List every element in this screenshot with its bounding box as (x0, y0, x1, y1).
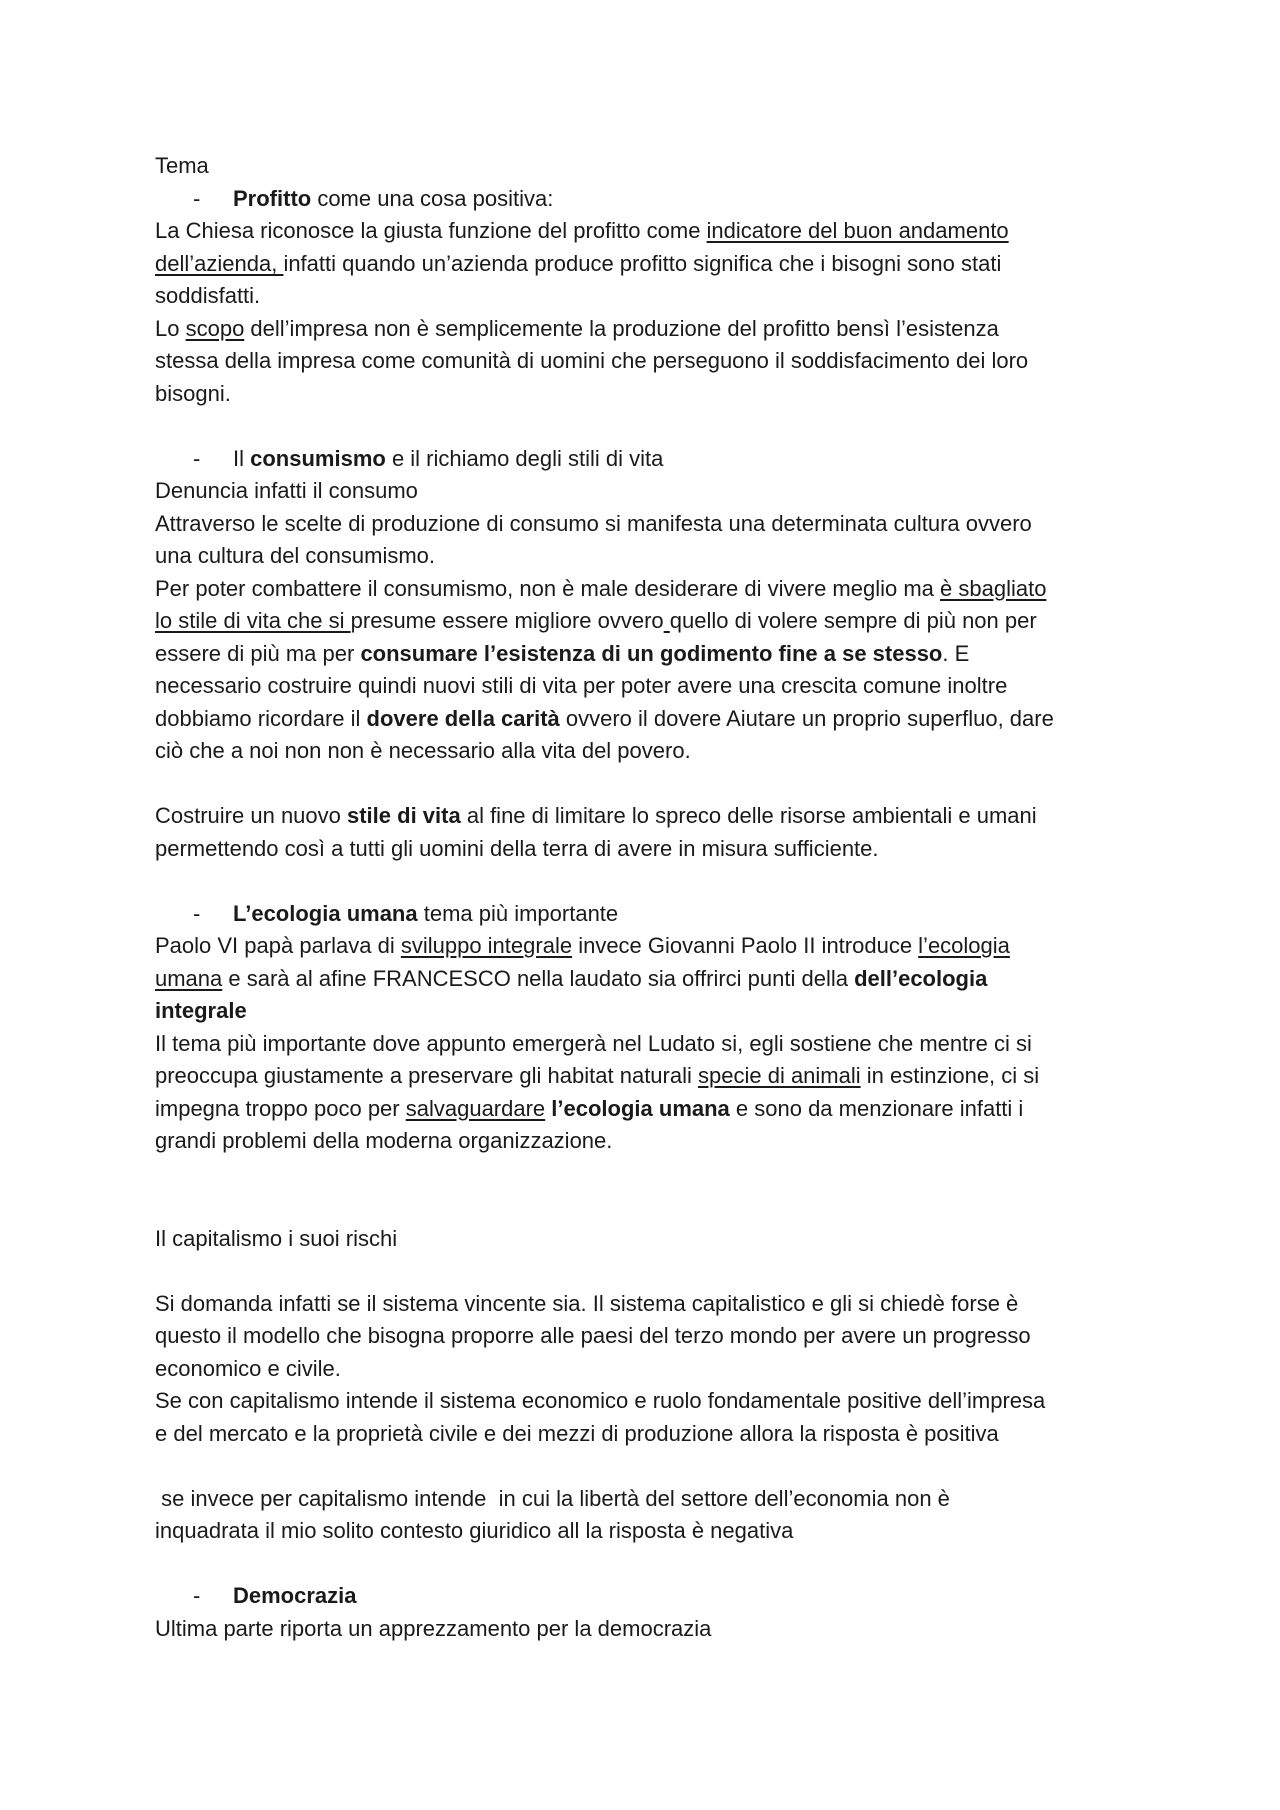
text-line: stessa della impresa come comunità di uomini che perseguono il soddisfacimento dei loro (155, 348, 1029, 373)
bold-term: consumare l’esistenza di un godimento fine a se stesso (360, 640, 943, 666)
text-line: Il tema più importante dove appunto emergerà nel Ludato si, egli sostiene che mentre ci si (155, 1030, 1032, 1056)
bold-term: L’ecologia umana (233, 900, 418, 926)
text-line: essere di più ma per consumare l’esistenza di un godimento fine a se stesso. E (155, 640, 970, 666)
bullet-dash: - (193, 185, 201, 211)
document-page (155, 150, 1145, 1645)
text-line: Paolo VI papà parlava di sviluppo integrale invece Giovanni Paolo II introduce l’ecologia (155, 933, 1010, 958)
section-title-capitalismo: Il capitalismo i suoi rischi (155, 1225, 398, 1251)
text-line: Ultima parte riporta un apprezzamento per la democrazia (155, 1615, 712, 1641)
bold-term: stile di vita (347, 803, 461, 828)
text-line: grandi problemi della moderna organizzazione. (155, 1128, 613, 1153)
bullet-dash: - (193, 445, 201, 471)
underlined-phrase: lo stile di vita che si (155, 608, 351, 633)
bold-term: dovere della carità (366, 705, 560, 731)
section-heading-ecologia: - L’ecologia umana tema più importante (155, 898, 1145, 931)
text-line: economico e civile. (155, 1355, 341, 1381)
text-line: e del mercato e la proprietà civile e dei mezzi di produzione allora la risposta è positiva (155, 1420, 999, 1446)
bold-term: Profitto (233, 185, 312, 211)
text-line: dell’azienda, infatti quando un’azienda produce profitto significa che i bisogni sono stati (155, 250, 1002, 276)
underlined-phrase: sviluppo integrale (400, 933, 573, 958)
underlined-phrase: specie di animali (698, 1063, 861, 1088)
text-line: dobbiamo ricordare il dovere della carità ovvero il dovere Aiutare un proprio superfluo, dare (155, 705, 1054, 731)
text-line: umana e sarà al afine FRANCESCO nella laudato sia offrirci punti della dell’ecologia (155, 965, 988, 991)
underlined-phrase: umana (155, 965, 223, 991)
text-line: inquadrata il mio solito contesto giuridico all la risposta è negativa (155, 1518, 794, 1543)
underlined-phrase: l’ecologia (918, 933, 1010, 958)
underlined-phrase: indicatore del buon andamento (706, 218, 1009, 243)
text-line: bisogni. (155, 380, 231, 406)
text-line (155, 995, 1145, 1028)
text-line: una cultura del consumismo. (155, 543, 436, 568)
text-line: necessario costruire quindi nuovi stili di vita per poter avere una crescita comune inoltre (155, 673, 1008, 698)
text-line: La Chiesa riconosce la giusta funzione del profitto come indicatore del buon andamento (155, 218, 1009, 243)
text-line: preoccupa giustamente a preservare gli habitat naturali specie di animali in estinzione, ci si (155, 1063, 1040, 1088)
text-line: Attraverso le scelte di produzione di consumo si manifesta una determinata cultura ovvero (155, 510, 1032, 536)
section-heading-consumismo: - Il consumismo e il richiamo degli stili di vita (155, 443, 1145, 476)
text-line: se invece per capitalismo intende in cui la libertà del settore dell’economia non è (155, 1485, 950, 1511)
bold-term: l’ecologia umana (551, 1095, 730, 1121)
section-heading-democrazia (155, 1580, 1145, 1613)
document-title: Tema (155, 153, 209, 178)
underlined-phrase: scopo (185, 315, 245, 341)
text-line: questo il modello che bisogna proporre alle paesi del terzo mondo per avere un progresso (155, 1323, 1031, 1348)
bullet-dash: - (193, 900, 201, 926)
text-line: Si domanda infatti se il sistema vincente sia. Il sistema capitalistico e gli si chiedè forse è (155, 1290, 1019, 1316)
underlined-phrase: è sbagliato (940, 575, 1047, 601)
text-line: permettendo così a tutti gli uomini della terra di avere in misura sufficiente. (155, 835, 879, 861)
underlined-phrase: dell’azienda, (155, 250, 284, 276)
text-line: soddisfatti. (155, 283, 261, 308)
text-line: Lo scopo dell’impresa non è semplicemente la produzione del profitto bensì l’esistenza (155, 315, 999, 341)
bold-term: Democrazia (233, 1583, 357, 1608)
text-line: lo stile di vita che si presume essere migliore ovvero quello di volere sempre di più non per (155, 608, 1037, 633)
bold-term: consumismo (250, 445, 386, 471)
text-line: ciò che a noi non non è necessario alla vita del povero. (155, 738, 691, 763)
text-line: Costruire un nuovo stile di vita al fine di limitare lo spreco delle risorse ambientali e umani (155, 803, 1037, 828)
text-line: impegna troppo poco per salvaguardare l’ecologia umana e sono da menzionare infatti i (155, 1095, 1024, 1121)
text-line: Denuncia infatti il consumo (155, 478, 418, 503)
underlined-phrase: salvaguardare (405, 1095, 546, 1121)
text-line: Per poter combattere il consumismo, non è male desiderare di vivere meglio ma è sbagliato (155, 575, 1047, 601)
bullet-dash: - (193, 1583, 201, 1608)
bold-term: integrale (155, 998, 247, 1023)
section-heading-profitto: - Profitto come una cosa positiva: (155, 183, 1145, 216)
text-line: Se con capitalismo intende il sistema economico e ruolo fondamentale positive dell’impresa (155, 1388, 1046, 1413)
bold-term: dell’ecologia (854, 965, 988, 991)
